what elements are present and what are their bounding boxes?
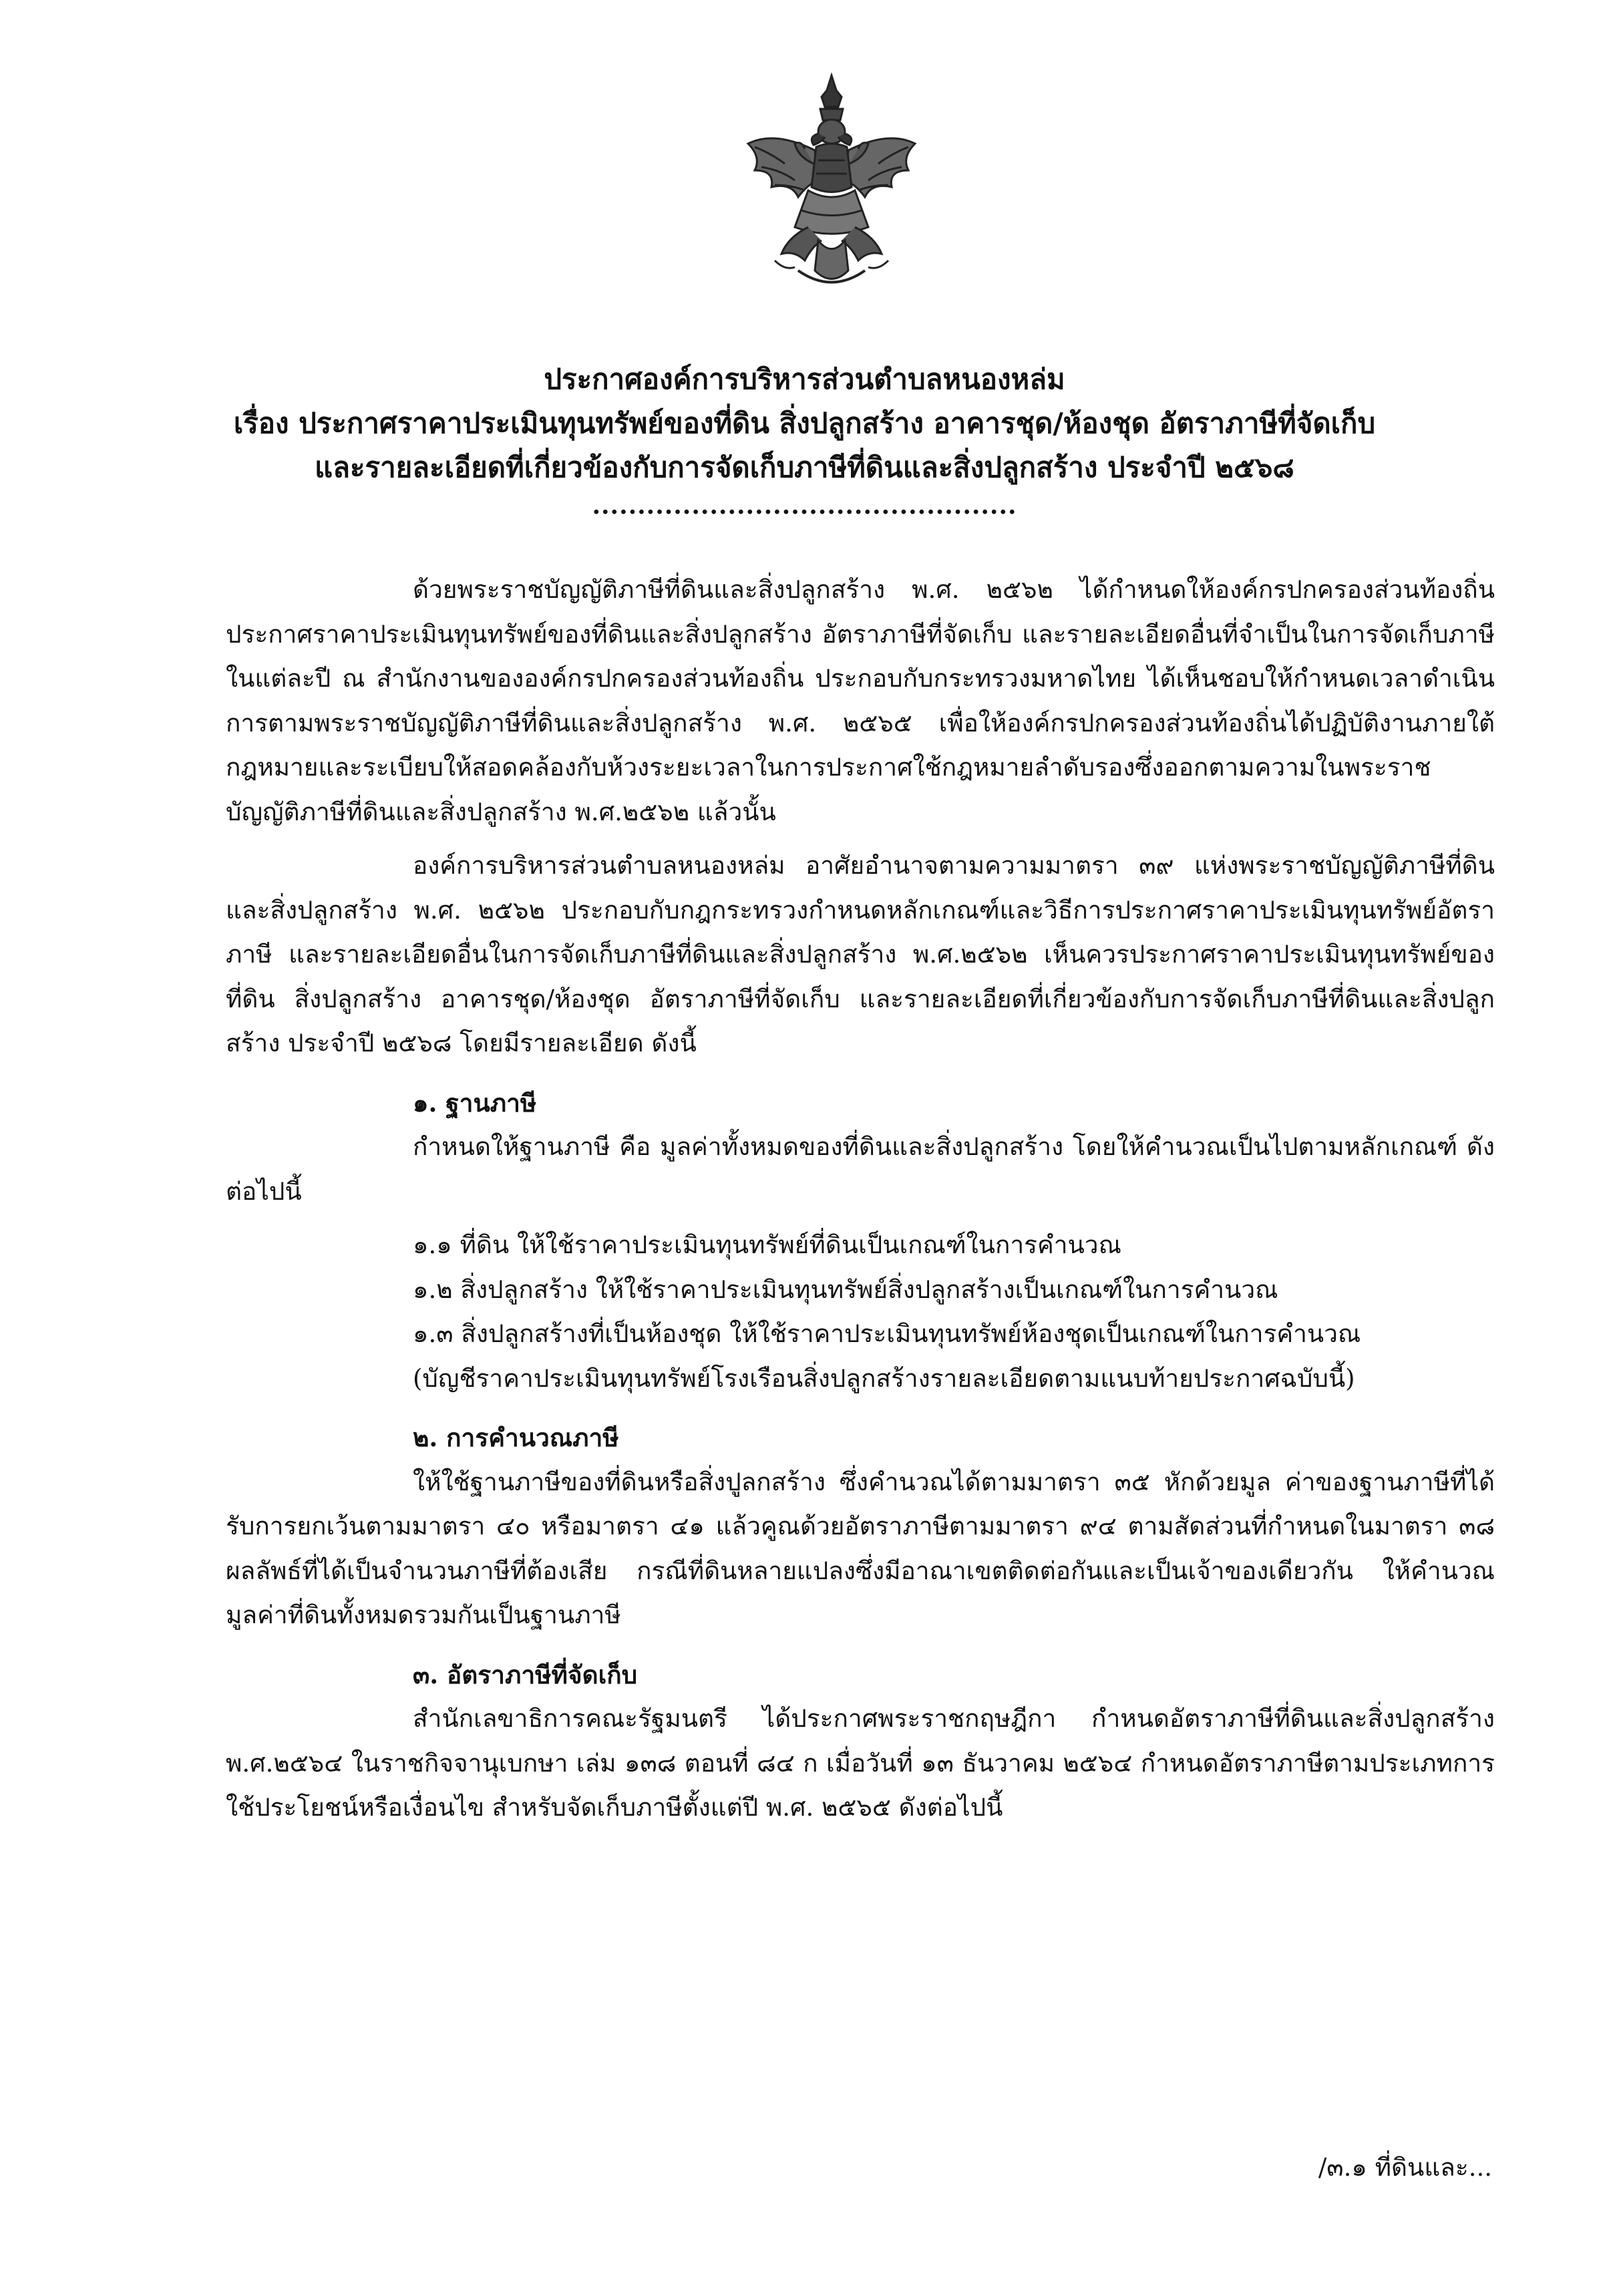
header-separator: ............................................... — [592, 492, 1017, 520]
section-1-item-2: ๑.๒ สิ่งปลูกสร้าง ให้ใช้ราคาประเมินทุนทรัพย์สิ่งปลูกสร้างเป็นเกณฑ์ในการคำนวณ — [413, 1275, 1278, 1304]
section-2-text: ให้ใช้ฐานภาษีของที่ดินหรือสิ่งปูลกสร้าง ซึ่งคำนวณได้ตามมาตรา ๓๕ หักด้วยมูล ค่าของฐานภาษีที่ได้รับการยกเว้นตามมาตรา ๔๐ หรือมาตรา ๔๑ แล้วคูณด้วยอัตราภาษีตามมาตรา ๙๔ ตามสัดส่วนที่กำหนดในมาตรา ๓๘ ผลลัพธ์ที่ได้เป็นจำนวนภาษีที่ต้องเสีย กรณีที่ดินหลายแปลงซึ่งมีอาณาเขตติดต่อกันและเป็นเจ้าของเดียวกัน ให้คำนวณมูลค่าที่ดินทั้งหมดรวมกันเป็นฐานภาษี — [226, 1467, 1495, 1629]
announcement-subject: เรื่อง ประกาศราคาประเมินทุนทรัพย์ของที่ดิน สิ่งปลูกสร้าง อาคารชุด/ห้องชุด อัตราภาษีที่จัดเก็บ — [233, 407, 1376, 440]
section-1-text: กำหนดให้ฐานภาษี คือ มูลค่าทั้งหมดของที่ดินและสิ่งปลูกสร้าง โดยให้คำนวณเป็นไปตามหลักเกณฑ์ ดังต่อไปนี้ — [226, 1132, 1495, 1206]
intro-paragraph: ด้วยพระราชบัญญัติภาษีที่ดินและสิ่งปลูกสร้าง พ.ศ. ๒๕๖๒ ได้กำหนดให้องค์กรปกครองส่วนท้องถิ่นประกาศราคาประเมินทุนทรัพย์ของที่ดินและสิ่งปลูกสร้าง อัตราภาษีที่จัดเก็บ และรายละเอียดอื่นที่จำเป็นในการจัดเก็บภาษีในแต่ละปี ณ สำนักงานขององค์กรปกครองส่วนท้องถิ่น ประกอบกับกระทรวงมหาดไทย ได้เห็นชอบให้กำหนดเวลาดำเนินการตามพระราชบัญญัติภาษีที่ดินและสิ่งปลูกสร้าง พ.ศ. ๒๕๖๕ เพื่อให้องค์กรปกครองส่วนท้องถิ่นได้ปฏิบัติงานภายใต้กฎหมายและระเบียบให้สอดคล้องกับห้วงระยะเวลาในการประกาศใช้กฎหมายลำดับรองซึ่งออกตามความในพระราชบัญญัติภาษีที่ดินและสิ่งปลูกสร้าง พ.ศ.๒๕๖๒ แล้วนั้น — [226, 575, 1495, 826]
document-header — [0, 357, 1609, 518]
announcement-title: ประกาศองค์การบริหารส่วนตำบลหนองหล่ม — [544, 363, 1065, 395]
section-3-text: สำนักเลขาธิการคณะรัฐมนตรี ได้ประกาศพระราชกฤษฎีกา กำหนดอัตราภาษีที่ดินและสิ่งปลูกสร้าง พ.ศ.๒๕๖๔ ในราชกิจจานุเบกษา เล่ม ๑๓๘ ตอนที่ ๘๔ ก เมื่อวันที่ ๑๓ ธันวาคม ๒๕๖๔ กำหนดอัตราภาษีตามประเภทการใช้ประโยชน์หรือเงื่อนไข สำหรับจัดเก็บภาษีตั้งแต่ปี พ.ศ. ๒๕๖๕ ดังต่อไปนี้ — [226, 1704, 1495, 1822]
section-3-title: ๓. อัตราภาษีที่จัดเก็บ — [413, 1659, 638, 1689]
section-1-note: (บัญชีราคาประเมินทุนทรัพย์โรงเรือนสิ่งปลูกสร้างรายละเอียดตามแนบท้ายประกาศฉบับนี้) — [413, 1363, 1355, 1393]
document-body — [226, 568, 1495, 1840]
announcement-subject-cont: และรายละเอียดที่เกี่ยวข้องกับการจัดเก็บภาษีที่ดินและสิ่งปลูกสร้าง ประจำปี ๒๕๖๘ — [315, 451, 1294, 484]
section-1-item-3: ๑.๓ สิ่งปลูกสร้างที่เป็นห้องชุด ให้ใช้ราคาประเมินทุนทรัพย์ห้องชุดเป็นเกณฑ์ในการคำนวณ — [413, 1319, 1361, 1348]
section-2-title: ๒. การคำนวณภาษี — [413, 1423, 619, 1452]
section-1-item-1: ๑.๑ ที่ดิน ให้ใช้ราคาประเมินทุนทรัพย์ที่ดินเป็นเกณฑ์ในการคำนวณ — [413, 1231, 1121, 1259]
garuda-emblem-icon — [735, 70, 928, 297]
authority-paragraph: องค์การบริหารส่วนตำบลหนองหล่ม อาศัยอำนาจตามความมาตรา ๓๙ แห่งพระราชบัญญัติภาษีที่ดินและสิ่งปลูกสร้าง พ.ศ. ๒๕๖๒ ประกอบกับกฎกระทรวงกำหนดหลักเกณฑ์และวิธีการประกาศราคาประเมินทุนทรัพย์อัตราภาษี และรายละเอียดอื่นในการจัดเก็บภาษีที่ดินและสิ่งปลูกสร้าง พ.ศ.๒๕๖๒ เห็นควรประกาศราคาประเมินทุนทรัพย์ของที่ดิน สิ่งปลูกสร้าง อาคารชุด/ห้องชุด อัตราภาษีที่จัดเก็บ และรายละเอียดที่เกี่ยวข้องกับการจัดเก็บภาษีที่ดินและสิ่งปลูกสร้าง ประจำปี ๒๕๖๘ โดยมีรายละเอียด ดังนี้ — [226, 851, 1495, 1057]
section-1-title: ๑. ฐานภาษี — [413, 1088, 537, 1118]
continuation-note: /๓.๑ ที่ดินและ... — [1318, 2153, 1492, 2182]
